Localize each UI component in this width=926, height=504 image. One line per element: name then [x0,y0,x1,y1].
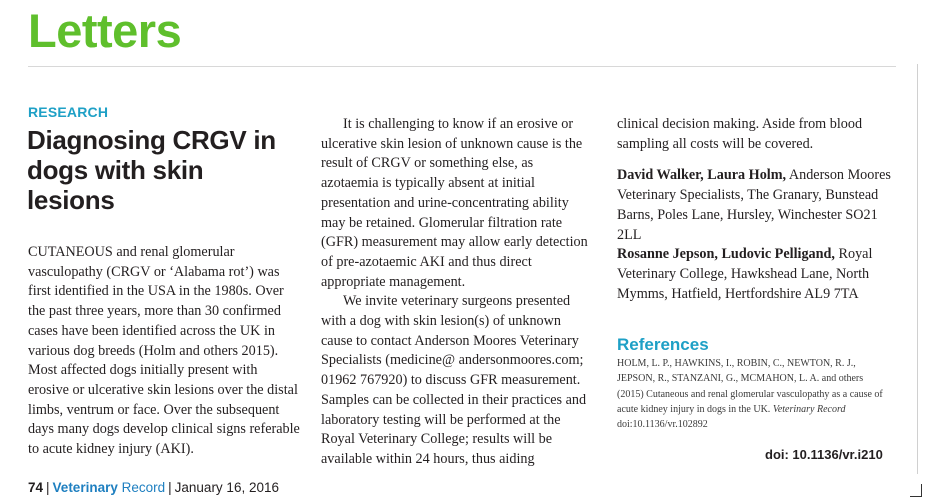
masthead-rule [28,66,896,67]
author-affiliation: Anderson Moores Veterinary Specialists, The Granary, Bunstead Barns, Poles Lane, Hursley, Winchester SO21 2LL [617,167,891,243]
author-names: Rosanne Jepson, Ludovic Pelligand, [617,246,835,263]
author-block-1 [617,166,902,245]
section-label: RESEARCH [28,104,109,120]
footer-separator: | [46,480,50,495]
body-paragraph: CUTANEOUS and renal glomerular vasculopathy (CRGV or ‘Alabama rot’) was first identified in the USA in the 1980s. Over the past three years, more than 30 confirmed cases have been identified across the UK in various dog breeds (Holm and others 2015). Most affected dogs initially present with erosive or ulcerative skin lesions over the distal limbs, ventrum or face. Over the subsequent days many dogs develop clinical signs referable to acute kidney injury (AKI). [28,244,300,458]
reference-text: HOLM, L. P., HAWKINS, I., ROBIN, C., NEWTON, R. J., JEPSON, R., STANZANI, G., MCMAHON, L. A. and others (2015) Cutaneous and renal glomerular vasculopathy as a cause of acute kidney injury in dogs in the UK. [617,358,883,415]
body-paragraph: It is challenging to know if an erosive or ulcerative skin lesion of unknown cause is the result of CRGV or something else, as azotaemia is typically absent at initial presentation and urine-concentrating ability may be retained. Glomerular filtration rate (GFR) measurement may allow early detection of pre-azotaemic AKI and thus direct appropriate management. [321,116,588,290]
column-3 [617,115,902,304]
crop-mark [921,484,922,497]
journal-name-part1: Veterinary [52,480,118,495]
page-edge-rule [917,64,918,474]
author-names: David Walker, Laura Holm, [617,167,787,184]
article-doi: doi: 10.1136/vr.i210 [765,447,883,462]
body-paragraph: We invite veterinary surgeons presented with a dog with skin lesion(s) of unknown cause to contact Anderson Moores Veterinary Specialists (medicine@ andersonmoores.com; 01962 767920) to discuss GFR measurement. Samples can be collected in their practices and laboratory testing will be performed at the Royal Veterinary College; results will be available within 24 hours, thus aiding [321,293,587,467]
reference-entry [617,356,889,432]
page-footer [28,480,279,495]
issue-date: January 16, 2016 [174,480,279,495]
column-2 [321,115,593,470]
references-heading: References [617,335,709,354]
column-1 [28,243,300,460]
article-headline: Diagnosing CRGV in dogs with skin lesions [27,125,276,215]
masthead-title: Letters [28,4,182,57]
body-paragraph: clinical decision making. Aside from blood sampling all costs will be covered. [617,116,863,152]
reference-journal: Veterinary Record [772,403,846,415]
reference-doi: doi:10.1136/vr.102892 [617,419,708,431]
page-number: 74 [28,480,44,495]
author-block-2 [617,245,902,304]
footer-separator: | [168,480,172,495]
journal-name-part2: Record [121,480,166,495]
author-affiliation: Royal Veterinary College, Hawkshead Lane, North Mymms, Hatfield, Hertfordshire AL9 7TA [617,246,873,302]
